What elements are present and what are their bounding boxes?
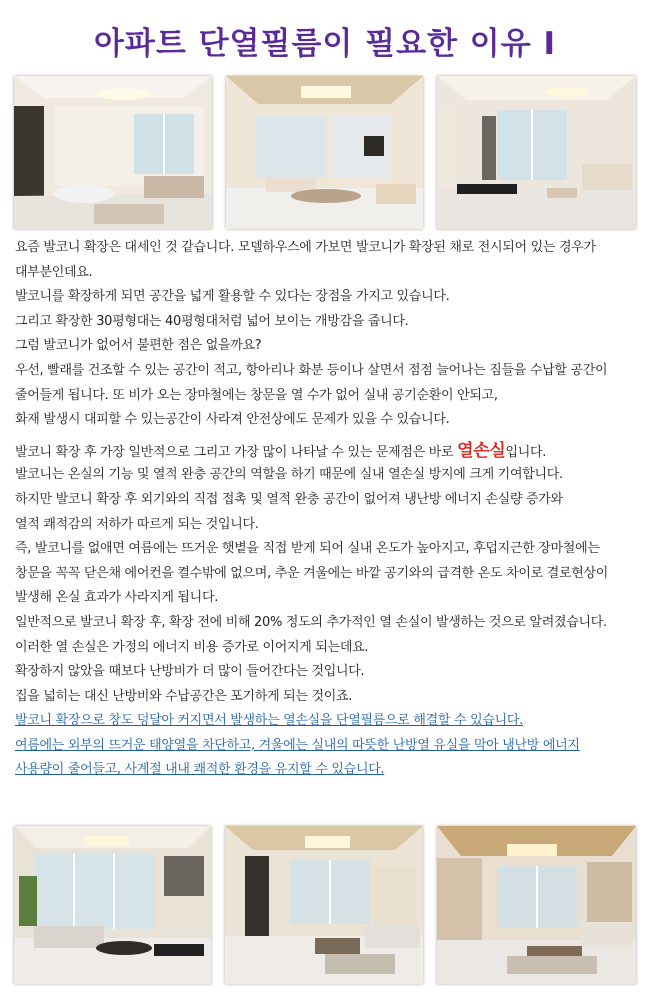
living-room-photo-5 — [225, 826, 423, 984]
paragraph-line: 발생해 온실 효과가 사라지게 됩니다. — [15, 590, 219, 606]
paragraph-line: 그리고 확장한 30평형대는 40평형대처럼 넓어 보이는 개방감을 줍니다. — [15, 313, 409, 329]
living-room-photo-3 — [437, 76, 636, 229]
living-room-photo-2 — [226, 76, 423, 229]
key-sentence-before: 발코니 확장 후 가장 일반적으로 그리고 가장 많이 나타날 수 있는 문제점은 바로 — [15, 444, 458, 460]
living-room-photo-6 — [437, 826, 636, 984]
living-room-photo-4 — [14, 826, 211, 984]
paragraph-line: 그럼 발코니가 없어서 불편한 점은 없을까요? — [15, 338, 262, 354]
page-title: 아파트 단열필름이 필요한 이유 I — [93, 26, 556, 62]
conclusion-line: 사용량이 줄어들고, 사계절 내내 쾌적한 환경을 유지할 수 있습니다. — [15, 762, 385, 778]
paragraph-line: 하지만 발코니 확장 후 외기와의 직접 접촉 및 열적 완충 공간이 없어져 냉난방 에너지 손실량 증가와 — [15, 491, 563, 507]
paragraph-line: 요즘 발코니 확장은 대세인 것 같습니다. 모델하우스에 가보면 발코니가 확장된 채로 전시되어 있는 경우가 — [15, 240, 596, 255]
top-photo-row — [14, 76, 636, 229]
paragraph-line: 화재 발생시 대피할 수 있는공간이 사라져 안전상에도 문제가 있을 수 있습니다. — [15, 412, 450, 428]
paragraph-line: 우선, 빨래를 건조할 수 있는 공간이 적고, 항아리나 화분 등이나 살면서 점점 늘어나는 짐들을 수납할 공간이 — [15, 362, 608, 378]
paragraph-line: 확장하지 않았을 때보다 난방비가 더 많이 들어간다는 것입니다. — [15, 664, 365, 680]
paragraph-line: 이러한 열 손실은 가정의 에너지 비용 증가로 이어지게 되는데요. — [15, 639, 369, 655]
key-sentence-after: 입니다. — [505, 444, 547, 460]
paragraph-line: 집을 넓히는 대신 난방비와 수납공간은 포기하게 되는 것이죠. — [15, 688, 353, 704]
living-room-photo-1 — [14, 76, 212, 229]
conclusion-line: 여름에는 외부의 뜨거운 태양열을 차단하고, 겨울에는 실내의 따뜻한 난방열 유실을 막아 냉난방 에너지 — [15, 737, 580, 753]
paragraph-line: 발코니는 온실의 기능 및 열적 완충 공간의 역할을 하기 때문에 실내 열손실 방지에 크게 기여합니다. — [15, 467, 563, 483]
paragraph-line: 발코니를 확장하게 되면 공간을 넓게 활용할 수 있다는 장점을 가지고 있습니다. — [15, 289, 450, 305]
paragraph-line: 대부분인데요. — [15, 264, 93, 280]
paragraph-line: 줄어들게 됩니다. 또 비가 오는 장마철에는 창문을 열 수가 없어 실내 공기순환이 안되고, — [15, 387, 498, 403]
body-text — [15, 236, 643, 783]
paragraph-line: 창문을 꼭꼭 닫은채 에어컨을 켤수밖에 없으며, 추운 겨울에는 바깥 공기와의 급격한 온도 차이로 결로현상이 — [15, 565, 609, 581]
heat-loss-highlight: 열손실 — [457, 440, 506, 461]
conclusion-line: 발코니 확장으로 창도 덩달아 커지면서 발생하는 열손실을 단열필름으로 해결할 수 있습니다. — [15, 713, 523, 729]
paragraph-line: 열적 쾌적감의 저하가 따르게 되는 것입니다. — [15, 516, 259, 532]
bottom-photo-row — [14, 826, 636, 984]
key-sentence — [15, 439, 643, 464]
paragraph-line: 일반적으로 발코니 확장 후, 확장 전에 비해 20% 정도의 추가적인 열 손실이 발생하는 것으로 알려졌습니다. — [15, 614, 607, 630]
paragraph-line: 즉, 발코니를 없애면 여름에는 뜨거운 햇볕을 직접 받게 되어 실내 온도가 높아지고, 후덥지근한 장마철에는 — [15, 541, 600, 557]
